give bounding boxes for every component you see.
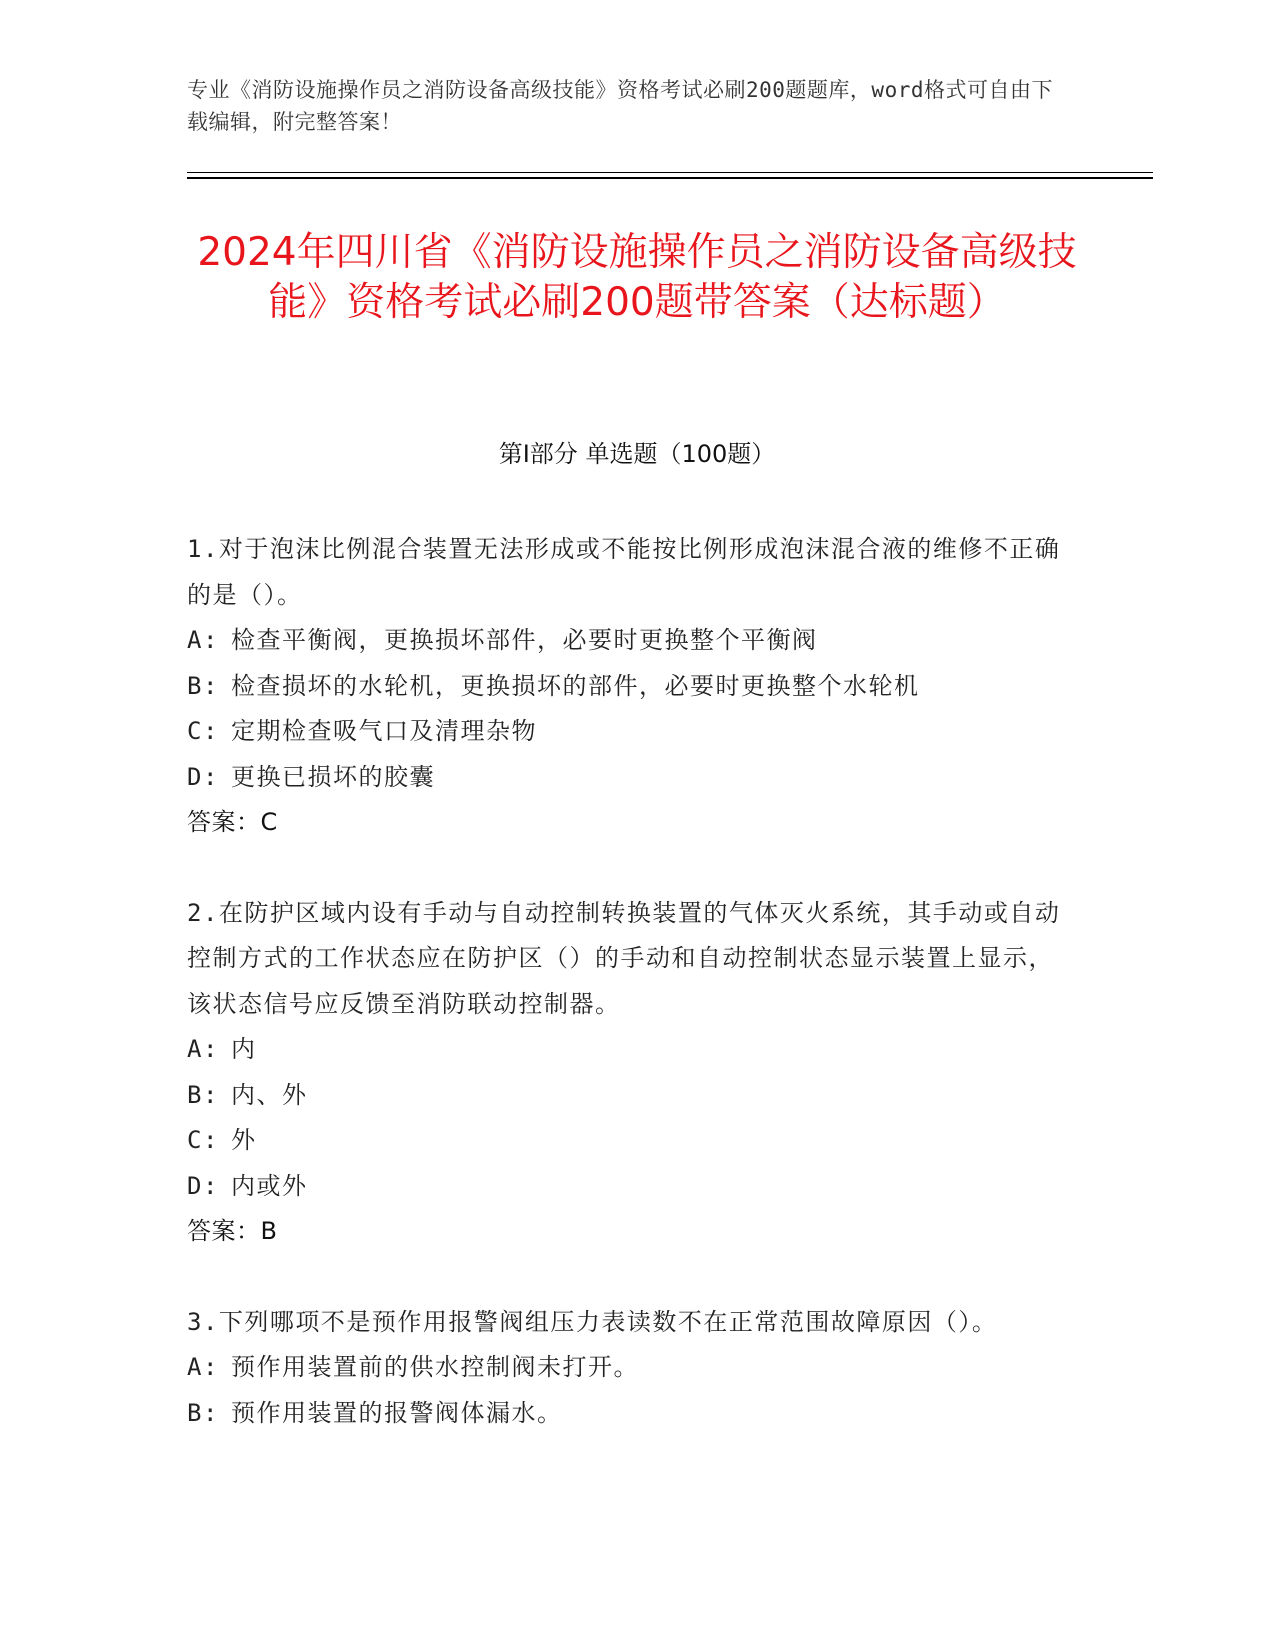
option-text: 检查平衡阀，更换损坏部件，必要时更换整个平衡阀 <box>231 626 818 654</box>
option-key: B: <box>187 1080 219 1109</box>
option-key: A: <box>187 626 219 654</box>
question-3 <box>187 1300 1067 1437</box>
option-key: C: <box>187 717 219 745</box>
option-key: D: <box>187 1171 219 1200</box>
answer-line: 答案：C <box>187 808 278 836</box>
option-c <box>187 1118 1067 1164</box>
option-key: A: <box>187 1353 219 1381</box>
option-key: A: <box>187 1035 219 1063</box>
option-b <box>187 664 1067 710</box>
option-d <box>187 755 1067 801</box>
option-text: 更换已损坏的胶囊 <box>231 762 435 791</box>
header-divider-thick <box>187 177 1153 179</box>
question-stem: 1.对于泡沫比例混合装置无法形成或不能按比例形成泡沫混合液的维修不正确的是（）。 <box>187 535 1061 609</box>
question-list <box>187 527 1067 1481</box>
question-stem: 2.在防护区域内设有手动与自动控制转换装置的气体灭火系统，其手动或自动控制方式的工作状态应在防护区（）的手动和自动控制状态显示装置上显示，该状态信号应反馈至消防联动控制器。 <box>187 898 1061 1018</box>
option-key: C: <box>187 1126 219 1154</box>
option-key: D: <box>187 762 219 791</box>
question-stem: 3.下列哪项不是预作用报警阀组压力表读数不在正常范围故障原因（）。 <box>187 1307 998 1336</box>
option-d <box>187 1164 1067 1210</box>
answer-line: 答案：B <box>187 1217 278 1245</box>
option-key: B: <box>187 1398 219 1427</box>
option-text: 外 <box>231 1126 257 1154</box>
option-a <box>187 618 1067 664</box>
option-text: 检查损坏的水轮机，更换损坏的部件，必要时更换整个水轮机 <box>231 671 920 700</box>
option-a <box>187 1345 1067 1391</box>
header-divider-thin <box>187 172 1153 173</box>
option-text: 预作用装置的报警阀体漏水。 <box>231 1398 563 1427</box>
option-text: 定期检查吸气口及清理杂物 <box>231 717 537 745</box>
option-text: 内 <box>231 1035 257 1063</box>
option-b <box>187 1073 1067 1119</box>
option-c <box>187 709 1067 755</box>
option-b <box>187 1391 1067 1437</box>
option-a <box>187 1027 1067 1073</box>
document-title: 2024年四川省《消防设施操作员之消防设备高级技能》资格考试必刷200题带答案（达标题） <box>197 230 1077 325</box>
question-1 <box>187 527 1067 846</box>
option-text: 内或外 <box>231 1171 308 1200</box>
option-key: B: <box>187 671 219 700</box>
header-note: 专业《消防设施操作员之消防设备高级技能》资格考试必刷200题题库，word格式可自由下载编辑，附完整答案！ <box>187 78 1053 134</box>
section-title: 第Ⅰ部分 单选题（100题） <box>498 440 776 468</box>
option-text: 预作用装置前的供水控制阀未打开。 <box>231 1353 639 1381</box>
option-text: 内、外 <box>231 1080 308 1109</box>
question-2 <box>187 891 1067 1255</box>
